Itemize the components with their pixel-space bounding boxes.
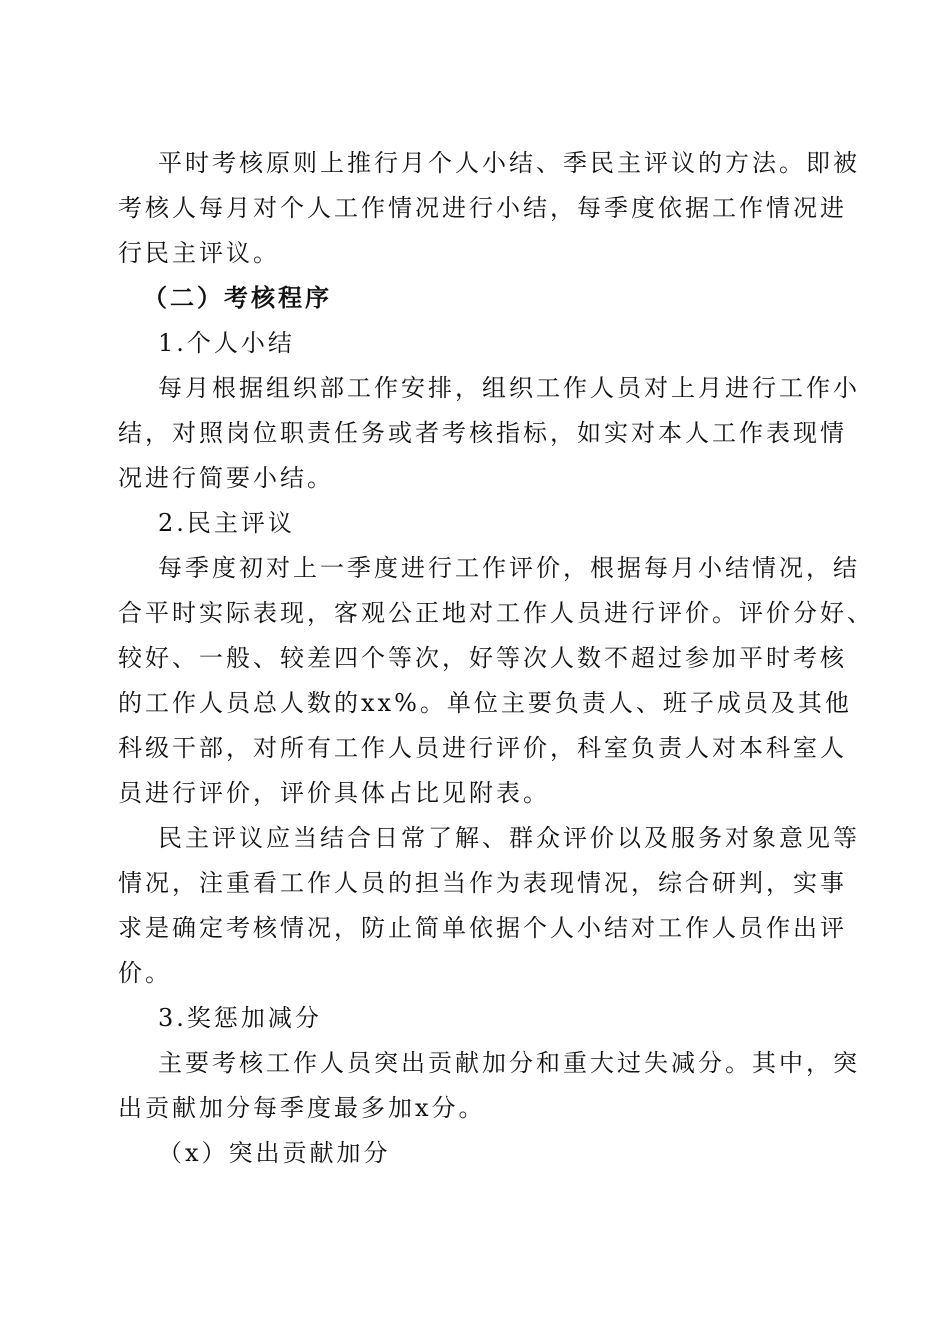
paragraph-line: 每季度初对上一季度进行工作评价，根据每月小结情况，结	[158, 554, 860, 582]
paragraph-line: 平时考核原则上推行月个人小结、季民主评议的方法。即被	[158, 149, 860, 177]
paragraph-line: 每月根据组织部工作安排，组织工作人员对上月进行工作小	[158, 374, 860, 402]
paragraph-line: 合平时实际表现，客观公正地对工作人员进行评价。评价分好、	[118, 599, 874, 627]
paragraph-line: 价。	[118, 959, 172, 987]
paragraph-line: 行民主评议。	[118, 239, 280, 267]
paragraph-line: 结，对照岗位职责任务或者考核指标，如实对本人工作表现情	[118, 419, 847, 447]
paragraph-line: 主要考核工作人员突出贡献加分和重大过失减分。其中，突	[158, 1049, 860, 1077]
section-heading: （二）考核程序	[143, 283, 332, 312]
paragraph-line: 求是确定考核情况，防止简单依据个人小结对工作人员作出评	[118, 914, 847, 942]
paragraph-line: 民主评议应当结合日常了解、群众评价以及服务对象意见等	[158, 824, 860, 852]
paragraph-line: 况进行简要小结。	[118, 464, 334, 492]
paragraph-line: 出贡献加分每季度最多加x分。	[118, 1094, 486, 1122]
subsection-heading: 1.个人小结	[158, 329, 295, 357]
paragraph-line: 考核人每月对个人工作情况进行小结，每季度依据工作情况进	[118, 194, 847, 222]
paragraph-line: 员进行评价，评价具体占比见附表。	[118, 779, 550, 807]
subsection-heading: 2.民主评议	[158, 509, 295, 537]
paragraph-line: 较好、一般、较差四个等次，好等次人数不超过参加平时考核	[118, 644, 847, 672]
subsection-heading: 3.奖惩加减分	[158, 1004, 322, 1032]
paragraph-line: 科级干部，对所有工作人员进行评价，科室负责人对本科室人	[118, 734, 847, 762]
subsection-heading: （x）突出贡献加分	[158, 1139, 391, 1167]
paragraph-line: 情况，注重看工作人员的担当作为表现情况，综合研判，实事	[118, 869, 847, 897]
paragraph-line: 的工作人员总人数的xx%。单位主要负责人、班子成员及其他	[118, 689, 852, 717]
